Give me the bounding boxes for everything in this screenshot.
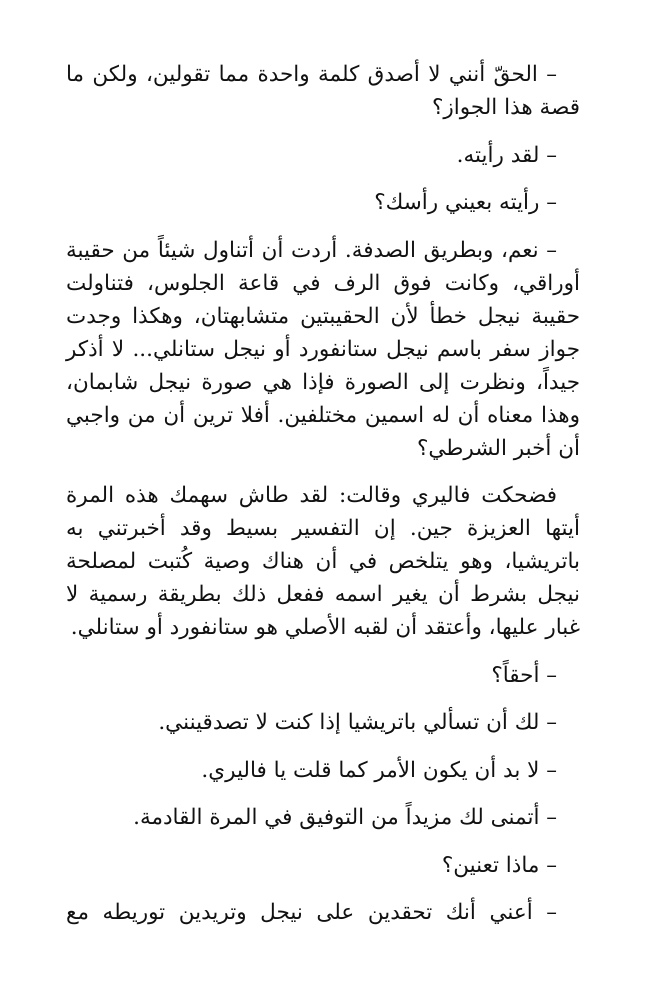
dialogue-paragraph: – رأيته بعيني رأسك؟: [374, 190, 557, 215]
dialogue-paragraph: – لقد رأيته.: [456, 142, 557, 168]
dialogue-paragraph: – نعم، وبطريق الصدفة. أردت أن أتناول شيئاً من حقيبة أوراقي، وكانت فوق الرف في قاعة الجلوس، فتناولت حقيبة نيجل خطأ لأن الحقيبتين متشابهتان، وهكذا وجدت جواز سفر باسم نيجل ستانفورد أو نيجل ستانلي... لا أذكر جيداً، ونظرت إلى الصورة فإذا هي صورة نيجل شابمان، وهذا معناه أن له اسمين مختلفين. أفلا ترين أن من واجبي أن أخبر الشرطي؟: [66, 237, 580, 461]
dialogue-paragraph: – أتمنى لك مزيداً من التوفيق في المرة القادمة.: [133, 805, 557, 830]
narration-paragraph: فضحكت فاليري وقالت: لقد طاش سهمك هذه المرة أيتها العزيزة جين. إن التفسير بسيط وقد أخبرتني به باتريشيا، وهو يتلخص في أن هناك وصية كُتبت لمصلحة نيجل بشرط أن يغير اسمه ففعل ذلك بطريقة رسمية لا غبار عليها، وأعتقد أن لقبه الأصلي هو ستانفورد أو ستانلي.: [66, 483, 580, 640]
dialogue-paragraph: – أحقاً؟: [491, 662, 557, 688]
dialogue-paragraph: – الحقّ أنني لا أصدق كلمة واحدة مما تقولين، ولكن ما قصة هذا الجواز؟: [66, 62, 580, 120]
dialogue-paragraph: – ماذا تعنين؟: [441, 852, 557, 878]
dialogue-paragraph: – لك أن تسألي باتريشيا إذا كنت لا تصدقينني.: [158, 710, 557, 735]
page-text-column: [66, 58, 580, 944]
continuing-dialogue-paragraph: – أعني أنك تحقدين على نيجل وتريدين توريطه مع: [66, 900, 557, 925]
dialogue-paragraph: – لا بد أن يكون الأمر كما قلت يا فاليري.: [201, 757, 557, 783]
